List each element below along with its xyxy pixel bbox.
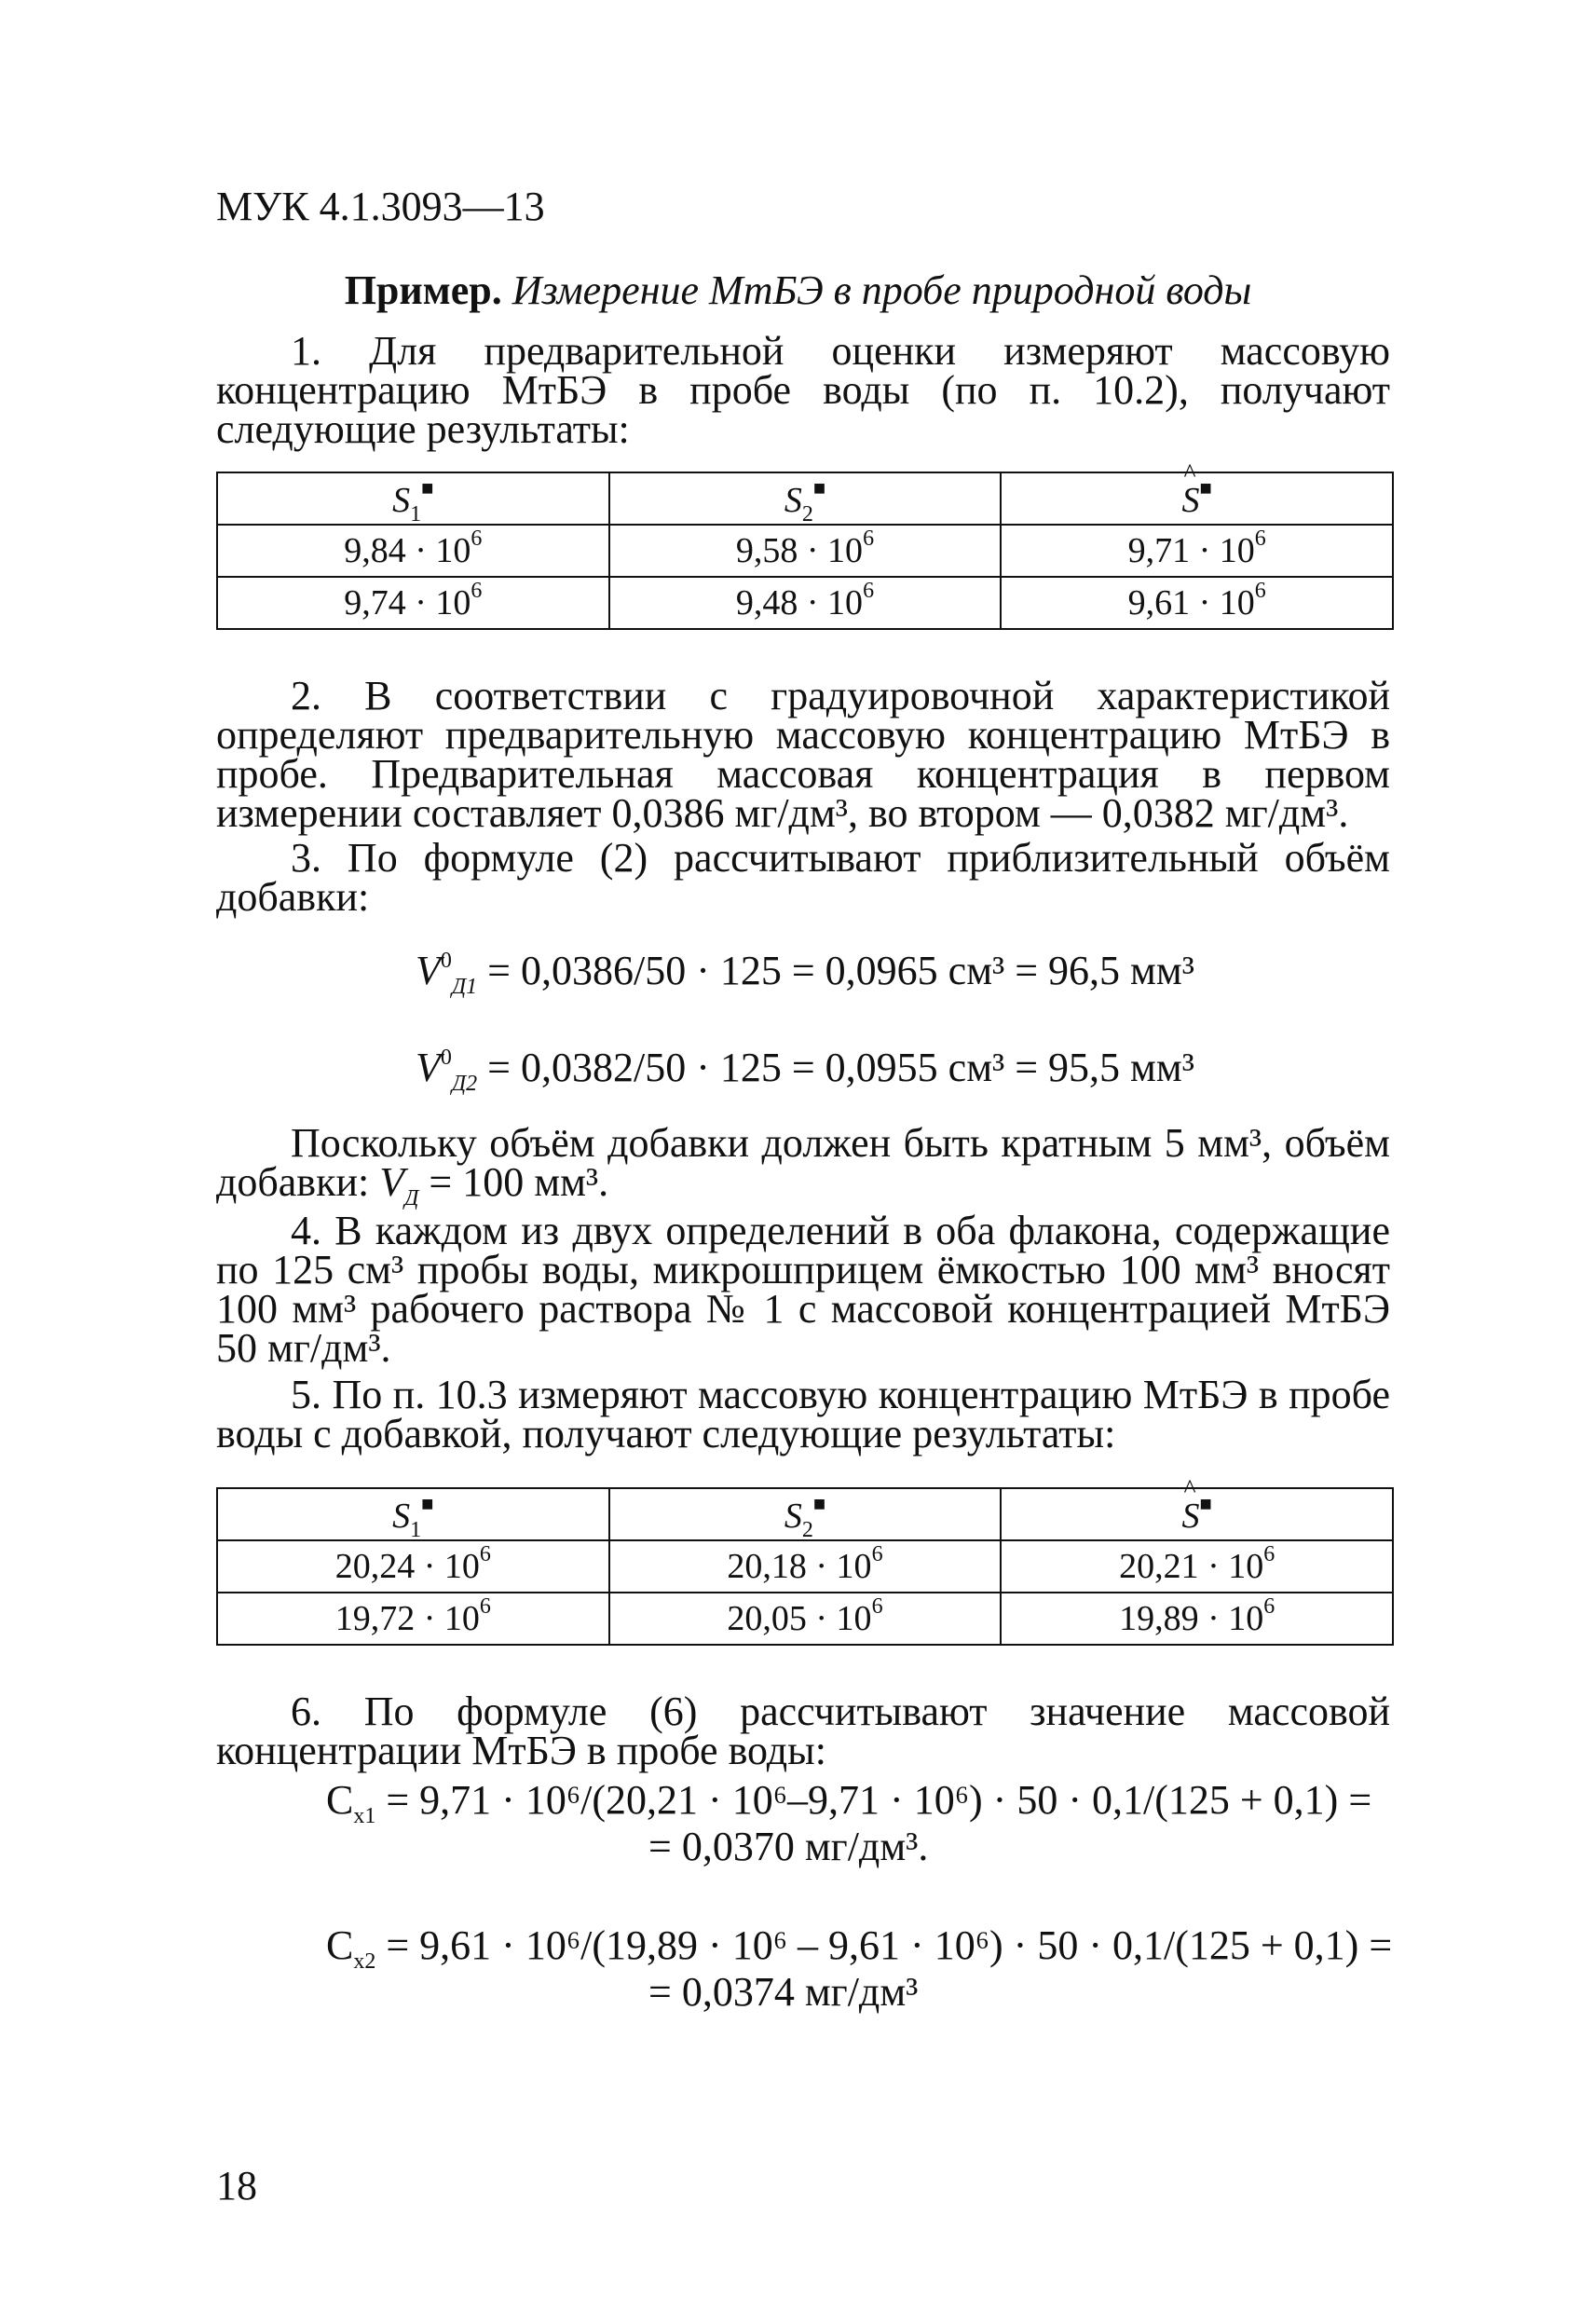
table-row: [217, 1540, 1393, 1593]
document-header: МУК 4.1.3093—13: [216, 184, 545, 229]
paragraph-5: 5. По п. 10.3 измеряют массовую концентрацию МтБЭ в пробе воды с добавкой, получают следующие результаты:: [216, 1372, 1390, 1456]
table-cell: $9,48 \cdot 10^6$: [609, 577, 1002, 629]
table-cell: $19,72 \cdot 10^6$: [217, 1593, 609, 1645]
table-cell: $9,58 \cdot 10^6$: [609, 525, 1002, 577]
header-s2: $S_2^■$: [609, 472, 1002, 525]
example-label: Пример.: [344, 267, 502, 313]
paragraph-3: 3. По формуле (2) рассчитывают приблизительный объём добавки:: [216, 835, 1390, 920]
table-cell: $9,84 \cdot 10^6$: [217, 525, 609, 577]
example-title: [0, 267, 1596, 314]
example-heading: Измерение МтБЭ в пробе природной воды: [512, 267, 1252, 313]
formula-vd2: $V^0_{Д2} = 0,0382/50 \cdot 125 = 0,0955$ см³ = 95,5 мм³: [416, 1045, 1194, 1096]
formula-cx2: $С_{х2} = 9,61 \cdot 10^6/(19,89 \cdot 10^6 - 9,61 \cdot 10^6) \cdot 50 \cdot 0,1/(125 + 0,1)$ =: [326, 1922, 1393, 1974]
formula-vd1: $V^0_{Д1} = 0,0386/50 \cdot 125 = 0,0965$ см³ = 96,5 мм³: [416, 948, 1194, 999]
paragraph-volume: Поскольку объём добавки должен быть кратным 5 мм³, объём добавки: $V_Д = 100$ мм³.: [216, 1120, 1390, 1210]
table-cell: $9,61 \cdot 10^6$: [1001, 577, 1393, 629]
paragraph-4: 4. В каждом из двух определений в оба флакона, содержащие по 125 см³ пробы воды, микрошприцем ёмкостью 100 мм³ вносят 100 мм³ рабочего раствора № 1 с массовой концентрацией МтБЭ 50 мг/дм³.: [216, 1208, 1390, 1371]
table-header-row: [217, 472, 1393, 525]
table-cell: $20,18 \cdot 10^6$: [609, 1540, 1002, 1593]
header-s1: $S_1^■$: [217, 472, 609, 525]
header-s2: $S_2^■$: [609, 1488, 1002, 1540]
table-cell: $9,74 \cdot 10^6$: [217, 577, 609, 629]
table-cell: $19,89 \cdot 10^6$: [1001, 1593, 1393, 1645]
table-row: [217, 577, 1393, 629]
header-s-mean: ^ S■: [1001, 472, 1393, 525]
table-cell: $20,24 \cdot 10^6$: [217, 1540, 609, 1593]
table-cell: $9,71 \cdot 10^6$: [1001, 525, 1393, 577]
page-number: 18: [216, 2163, 257, 2208]
formula-cx1-result: = 0,0370 мг/дм³.: [648, 1824, 929, 1869]
table-row: [217, 525, 1393, 577]
results-table-2: [216, 1487, 1394, 1646]
paragraph-6: 6. По формуле (6) рассчитывают значение массовой концентрации МтБЭ в пробе воды:: [216, 1689, 1390, 1773]
results-table-1: [216, 472, 1394, 630]
formula-cx1: $С_{х1} = 9,71 \cdot 10^6/(20,21 \cdot 10^6-9,71 \cdot 10^6) \cdot 50 \cdot 0,1/(125 + 0,1)$ =: [326, 1777, 1372, 1828]
table-header-row: [217, 1488, 1393, 1540]
table-row: [217, 1593, 1393, 1645]
header-s1: $S_1^■$: [217, 1488, 609, 1540]
header-s-mean: ^ S■: [1001, 1488, 1393, 1540]
paragraph-2: 2. В соответствии с градуировочной характеристикой определяют предварительную массовую концентрацию МтБЭ в пробе. Предварительная массовая концентрация в первом измерении составляет 0,0386 мг/дм³, во втором — 0,0382 мг/дм³.: [216, 673, 1390, 836]
paragraph-1: 1. Для предварительной оценки измеряют массовую концентрацию МтБЭ в пробе воды (по п. 10.2), получают следующие результаты:: [216, 328, 1390, 452]
table-cell: $20,05 \cdot 10^6$: [609, 1593, 1002, 1645]
formula-cx2-result: = 0,0374 мг/дм³: [648, 1969, 919, 2015]
table-cell: $20,21 \cdot 10^6$: [1001, 1540, 1393, 1593]
